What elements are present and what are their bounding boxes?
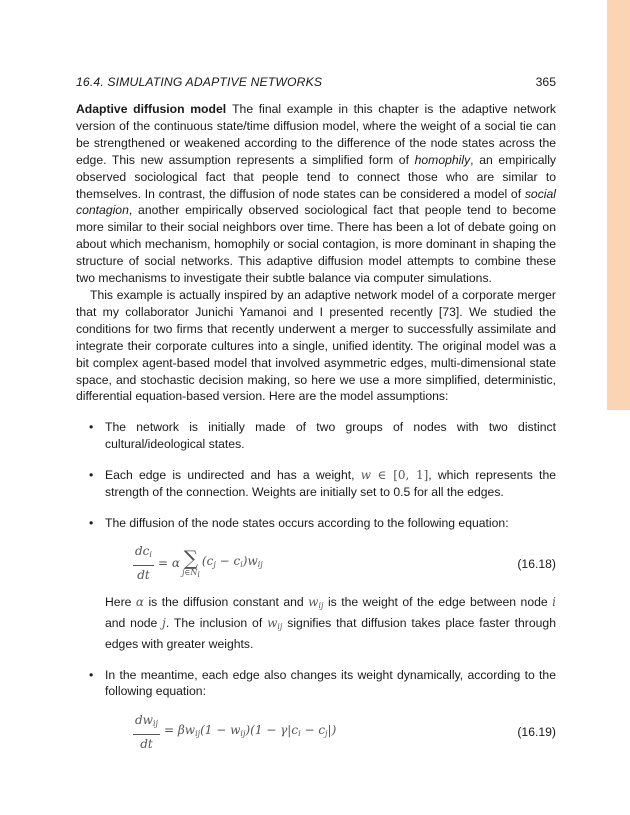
p1-text-c: , another empirically observed sociological fact that people tend to become more similar to their social neighbors over time. There has been a lot of debate going on about which mechanism, homophily or social contagion, is more dominant in shaping the structure of social networks. This adaptive diffusion model attempts to combine these two mechanisms to investigate their subtle balance via computer simulations. (76, 203, 556, 286)
equation-16-19 (105, 710, 556, 754)
assumption-1-text: The network is initially made of two groups of nodes with two distinct cultural/ideological states. (105, 420, 556, 452)
equation-16-18 (105, 542, 556, 586)
bullet-glyph: • (89, 515, 94, 530)
assumption-4-intro: In the meantime, each edge also changes its weight dynamically, according to the following equation: (105, 667, 556, 699)
bullet-glyph: • (89, 420, 94, 435)
paragraph-2: This example is actually inspired by an adaptive network model of a corporate merger that my collaborator Junichi Yamanoi and I presented recently [73]. We studied the conditions for two firms that recently underwent a merger to successfully assimilate and integrate their corporate cultures into a single, unified identity. The original model was a bit complex agent-based model that involved asymmetric edges, multi-dimensional state space, and stochastic decision making, so here we use a more simplified, deterministic, differential equation-based version. Here are the model assumptions: (76, 287, 556, 404)
equation-number: (16.18) (517, 556, 556, 571)
assumption-list (76, 419, 556, 754)
assumption-item-2 (76, 467, 556, 501)
term-social-contagion: social contagion (76, 186, 556, 218)
running-header (76, 74, 556, 90)
assumption-3-intro: The diffusion of the node states occurs according to the following equation: (105, 515, 509, 530)
bullet-glyph: • (89, 468, 94, 483)
equation-16-19-formula: $\frac{dw_{ij}}{dt}$ = $\beta w_{ij}(1 - w_{ij})(1 - \gamma|c_i - c_j|)$ (135, 712, 337, 751)
page-body (76, 101, 556, 768)
p1-text-a: The final example in this chapter is the adaptive network version of the continuous state/time diffusion model, where the weight of a social tie can be strengthened or weakened according to the difference of the node states across the edge. This new assumption represents a simplified form of (76, 102, 556, 167)
chapter-side-tab (607, 0, 630, 410)
assumption-item-3 (76, 515, 556, 653)
term-homophily: homophily (414, 152, 471, 167)
fraction-dwij-dt: $\frac{dw_{ij}}{dt}$ (135, 712, 158, 751)
assumption-item-4 (76, 667, 556, 755)
assumption-2-text-b: , which represents the strength of the connection. Weights are initially set to 0.5 for all the edges. (105, 468, 556, 500)
equation-number: (16.19) (517, 725, 556, 740)
p1-text-b: , an empirically observed sociological fact that people tend to connect those who are similar to themselves. In contrast, the diffusion of node states can be considered a model of (76, 152, 556, 201)
summation-operator: ∑ $j\in N_i$ (181, 546, 200, 580)
fraction-dci-dt: $\frac{dc_i}{dt}$ (135, 544, 152, 583)
assumption-3-explanation: Here α is the diffusion constant and $w_{ij}$ is the weight of the edge between node i and node j. The inclusion of $w_{ij}$ signifies that diffusion takes place faster through edges with greater weights. (105, 594, 556, 651)
page-number: 365 (535, 75, 556, 89)
math-weight-range: w ∈ [0, 1] (360, 468, 429, 483)
run-in-heading: Adaptive diffusion model (76, 102, 227, 116)
paragraph-1 (76, 101, 556, 287)
chapter-title: 16.4. SIMULATING ADAPTIVE NETWORKS (76, 75, 323, 89)
assumption-2-text-a: Each edge is undirected and has a weight, (105, 468, 361, 483)
equation-16-18-formula: $\frac{dc_i}{dt}$ = α ∑ $j\in N_i$ $(c_j - c_i)w_{ij}$ (135, 544, 263, 583)
assumption-item-1 (76, 419, 556, 453)
bullet-glyph: • (89, 667, 94, 682)
